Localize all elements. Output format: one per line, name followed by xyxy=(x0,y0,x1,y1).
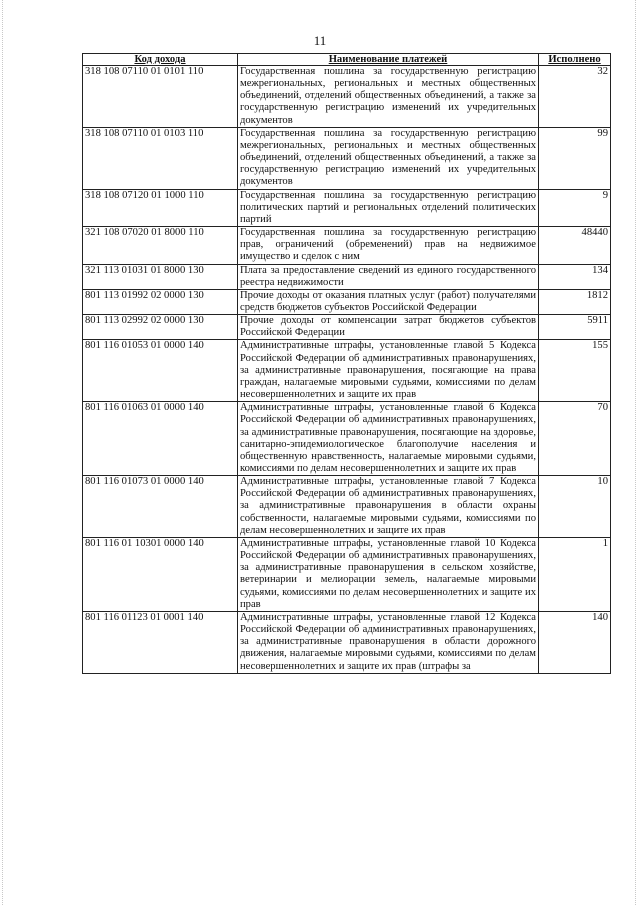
amount-executed-cell: 140 xyxy=(539,611,611,673)
payment-name-cell: Административные штрафы, установленные главой 12 Кодекса Российской Федерации об административных правонарушениях, за административные правонарушения в области дорожного движения, налагаемые мировыми судьями, комиссиями по делам несовершеннолетних и защите их прав (штрафы за xyxy=(238,611,539,673)
table-row xyxy=(83,227,611,264)
income-code-cell: 801 116 01123 01 0001 140 xyxy=(83,611,238,673)
table-row xyxy=(83,476,611,538)
table-row xyxy=(83,127,611,189)
payment-name-cell: Плата за предоставление сведений из единого государственного реестра недвижимости xyxy=(238,264,539,289)
table-body xyxy=(83,66,611,674)
income-code-cell: 801 116 01053 01 0000 140 xyxy=(83,340,238,402)
income-code-cell: 801 113 02992 02 0000 130 xyxy=(83,315,238,340)
payment-name-cell: Государственная пошлина за государственную регистрацию прав, ограничений (обременений) прав на недвижимое имущество и сделок с ним xyxy=(238,227,539,264)
amount-executed-cell: 70 xyxy=(539,402,611,476)
table-header xyxy=(83,54,611,66)
income-code-cell: 801 116 01 10301 0000 140 xyxy=(83,537,238,611)
header-code: Код дохода xyxy=(83,54,238,66)
amount-executed-cell: 1 xyxy=(539,537,611,611)
table-row xyxy=(83,66,611,128)
scan-edge-right xyxy=(635,0,637,905)
table-row xyxy=(83,537,611,611)
payment-name-cell: Государственная пошлина за государственную регистрацию межрегиональных, региональных и местных общественных объединений, отделений общественных объединений, а также за государственную регистрацию изменений их учредительных документов xyxy=(238,127,539,189)
income-code-cell: 318 108 07110 01 0101 110 xyxy=(83,66,238,128)
table-row xyxy=(83,315,611,340)
scan-edge-left xyxy=(2,0,4,905)
header-amount: Исполнено xyxy=(539,54,611,66)
revenue-table xyxy=(82,53,611,674)
income-code-cell: 321 108 07020 01 8000 110 xyxy=(83,227,238,264)
amount-executed-cell: 1812 xyxy=(539,289,611,314)
income-code-cell: 801 116 01073 01 0000 140 xyxy=(83,476,238,538)
income-code-cell: 321 113 01031 01 8000 130 xyxy=(83,264,238,289)
payment-name-cell: Государственная пошлина за государственную регистрацию межрегиональных, региональных и местных общественных объединений, отделений общественных объединений, а также за государственную регистрацию изменений их учредительных документов xyxy=(238,66,539,128)
amount-executed-cell: 155 xyxy=(539,340,611,402)
table-row xyxy=(83,340,611,402)
amount-executed-cell: 5911 xyxy=(539,315,611,340)
payment-name-cell: Прочие доходы от компенсации затрат бюджетов субъектов Российской Федерации xyxy=(238,315,539,340)
amount-executed-cell: 10 xyxy=(539,476,611,538)
income-code-cell: 801 116 01063 01 0000 140 xyxy=(83,402,238,476)
payment-name-cell: Прочие доходы от оказания платных услуг (работ) получателями средств бюджетов субъектов Российской Федерации xyxy=(238,289,539,314)
amount-executed-cell: 134 xyxy=(539,264,611,289)
amount-executed-cell: 9 xyxy=(539,189,611,226)
header-row xyxy=(83,54,611,66)
page-number: 11 xyxy=(313,33,327,48)
payment-name-cell: Государственная пошлина за государственную регистрацию политических партий и региональных отделений политических партий xyxy=(238,189,539,226)
table-row xyxy=(83,189,611,226)
table-row xyxy=(83,264,611,289)
table-row xyxy=(83,611,611,673)
table-row xyxy=(83,402,611,476)
income-code-cell: 318 108 07120 01 1000 110 xyxy=(83,189,238,226)
table-row xyxy=(83,289,611,314)
amount-executed-cell: 99 xyxy=(539,127,611,189)
payment-name-cell: Административные штрафы, установленные главой 6 Кодекса Российской Федерации об административных правонарушениях, за административные правонарушения, посягающие на здоровье, санитарно-эпидемиологическое благополучие населения и общественную нравственность, налагаемые мировыми судьями, комиссиями по делам несовершеннолетних и защите их прав xyxy=(238,402,539,476)
payment-name-cell: Административные штрафы, установленные главой 10 Кодекса Российской Федерации об административных правонарушениях, за административные правонарушения в сельском хозяйстве, ветеринарии и мелиорации земель, налагаемые мировыми судьями, комиссиями по делам несовершеннолетних и защите их прав xyxy=(238,537,539,611)
amount-executed-cell: 32 xyxy=(539,66,611,128)
income-code-cell: 318 108 07110 01 0103 110 xyxy=(83,127,238,189)
payment-name-cell: Административные штрафы, установленные главой 7 Кодекса Российской Федерации об административных правонарушениях, за административные правонарушения в области охраны собственности, налагаемые мировыми судьями, комиссиями по делам несовершеннолетних и защите их прав xyxy=(238,476,539,538)
payment-name-cell: Административные штрафы, установленные главой 5 Кодекса Российской Федерации об административных правонарушениях, за административные правонарушения, посягающие на права граждан, налагаемые мировыми судьями, комиссиями по делам несовершеннолетних и защите их прав xyxy=(238,340,539,402)
header-name: Наименование платежей xyxy=(238,54,539,66)
amount-executed-cell: 48440 xyxy=(539,227,611,264)
income-code-cell: 801 113 01992 02 0000 130 xyxy=(83,289,238,314)
